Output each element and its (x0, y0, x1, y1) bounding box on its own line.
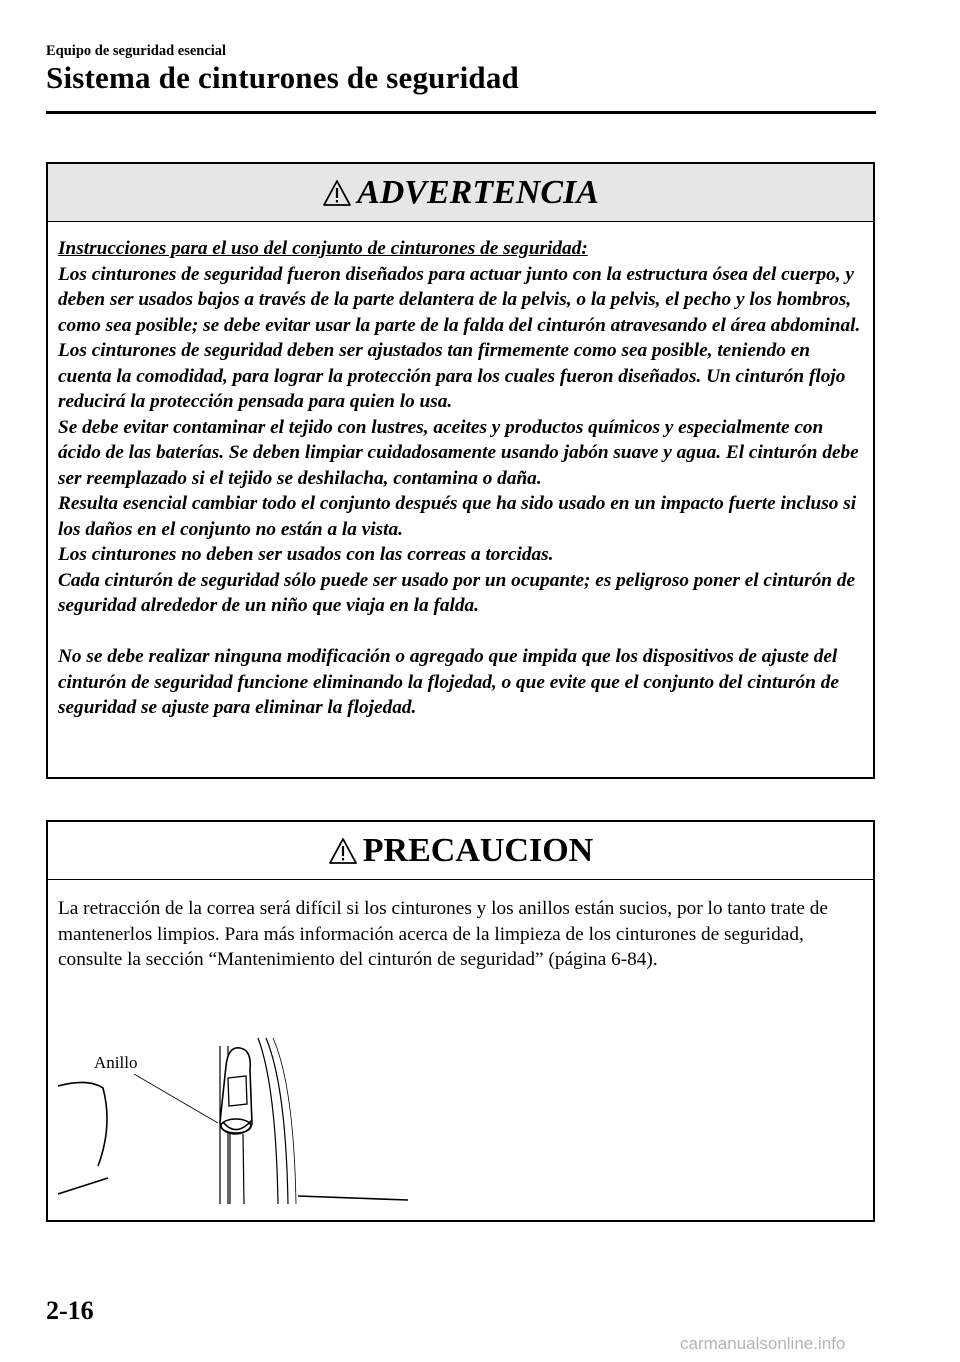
section-label: Equipo de seguridad esencial (46, 43, 227, 59)
caution-header (48, 822, 873, 880)
page-title: Sistema de cinturones de seguridad (46, 60, 519, 95)
caution-body (48, 880, 873, 973)
warning-triangle-icon (328, 837, 358, 865)
warning-header (48, 164, 873, 222)
watermark: carmanualsonline.info (680, 1334, 846, 1353)
warning-paragraph: Los cinturones no deben ser usados con las correas a torcidas. (58, 544, 554, 565)
warning-box (46, 162, 875, 779)
warning-subheading: Instrucciones para el uso del conjunto de cinturones de seguridad: (58, 238, 588, 259)
warning-paragraph: Cada cinturón de seguridad sólo puede ser usado por un ocupante; es peligroso poner el cinturón de seguridad alrededor de un niño que viaja en la falda. (58, 569, 856, 616)
warning-title: ADVERTENCIA (357, 173, 599, 211)
seatbelt-ring-illustration (58, 1026, 418, 1216)
warning-triangle-icon (322, 179, 352, 207)
caution-title: PRECAUCION (362, 831, 594, 869)
warning-paragraph: Se debe evitar contaminar el tejido con lustres, aceites y productos químicos y especialmente con ácido de las baterías. Se deben limpiar cuidadosamente usando jabón suave y agua. El cinturón debe ser reemplazado si el tejido se deshilacha, contamina o daña. (58, 416, 859, 489)
warning-paragraph: Resulta esencial cambiar todo el conjunto después que ha sido usado en un impacto fuerte incluso si los daños en el conjunto no están a la vista. (58, 493, 857, 540)
title-divider (46, 111, 876, 114)
warning-body (48, 222, 873, 721)
warning-paragraph: Los cinturones de seguridad deben ser ajustados tan firmemente como sea posible, teniendo en cuenta la comodidad, para lograr la protección para los cuales fueron diseñados. Un cinturón flojo reducirá la protección pensada para quien lo usa. (58, 340, 846, 412)
warning-paragraph: Los cinturones de seguridad fueron diseñados para actuar junto con la estructura ósea del cuerpo, y deben ser usados bajos a través de la parte delantera de la pelvis, o la pelvis, el pecho y los hombros, como sea posible; se debe evitar usar la parte de la falda del cinturón atravesando el área abdominal. (58, 263, 861, 336)
caution-paragraph: La retracción de la correa será difícil si los cinturones y los anillos están sucios, por lo tanto trate de mantenerlos limpios. Para más información acerca de la limpieza de los cinturones de seguridad, consulte la sección “Mantenimiento del cinturón de seguridad” (página 6-84). (58, 898, 828, 970)
warning-paragraph: No se debe realizar ninguna modificación o agregado que impida que los dispositivos de ajuste del cinturón de seguridad funcione eliminando la flojedad, o que evite que el conjunto del cinturón de seguridad se ajuste para eliminar la flojedad. (58, 646, 839, 718)
page-number: 2-16 (46, 1296, 94, 1325)
caution-box (46, 820, 875, 1222)
label-leader-line (134, 1074, 218, 1123)
figure-label-anillo: Anillo (94, 1053, 138, 1072)
